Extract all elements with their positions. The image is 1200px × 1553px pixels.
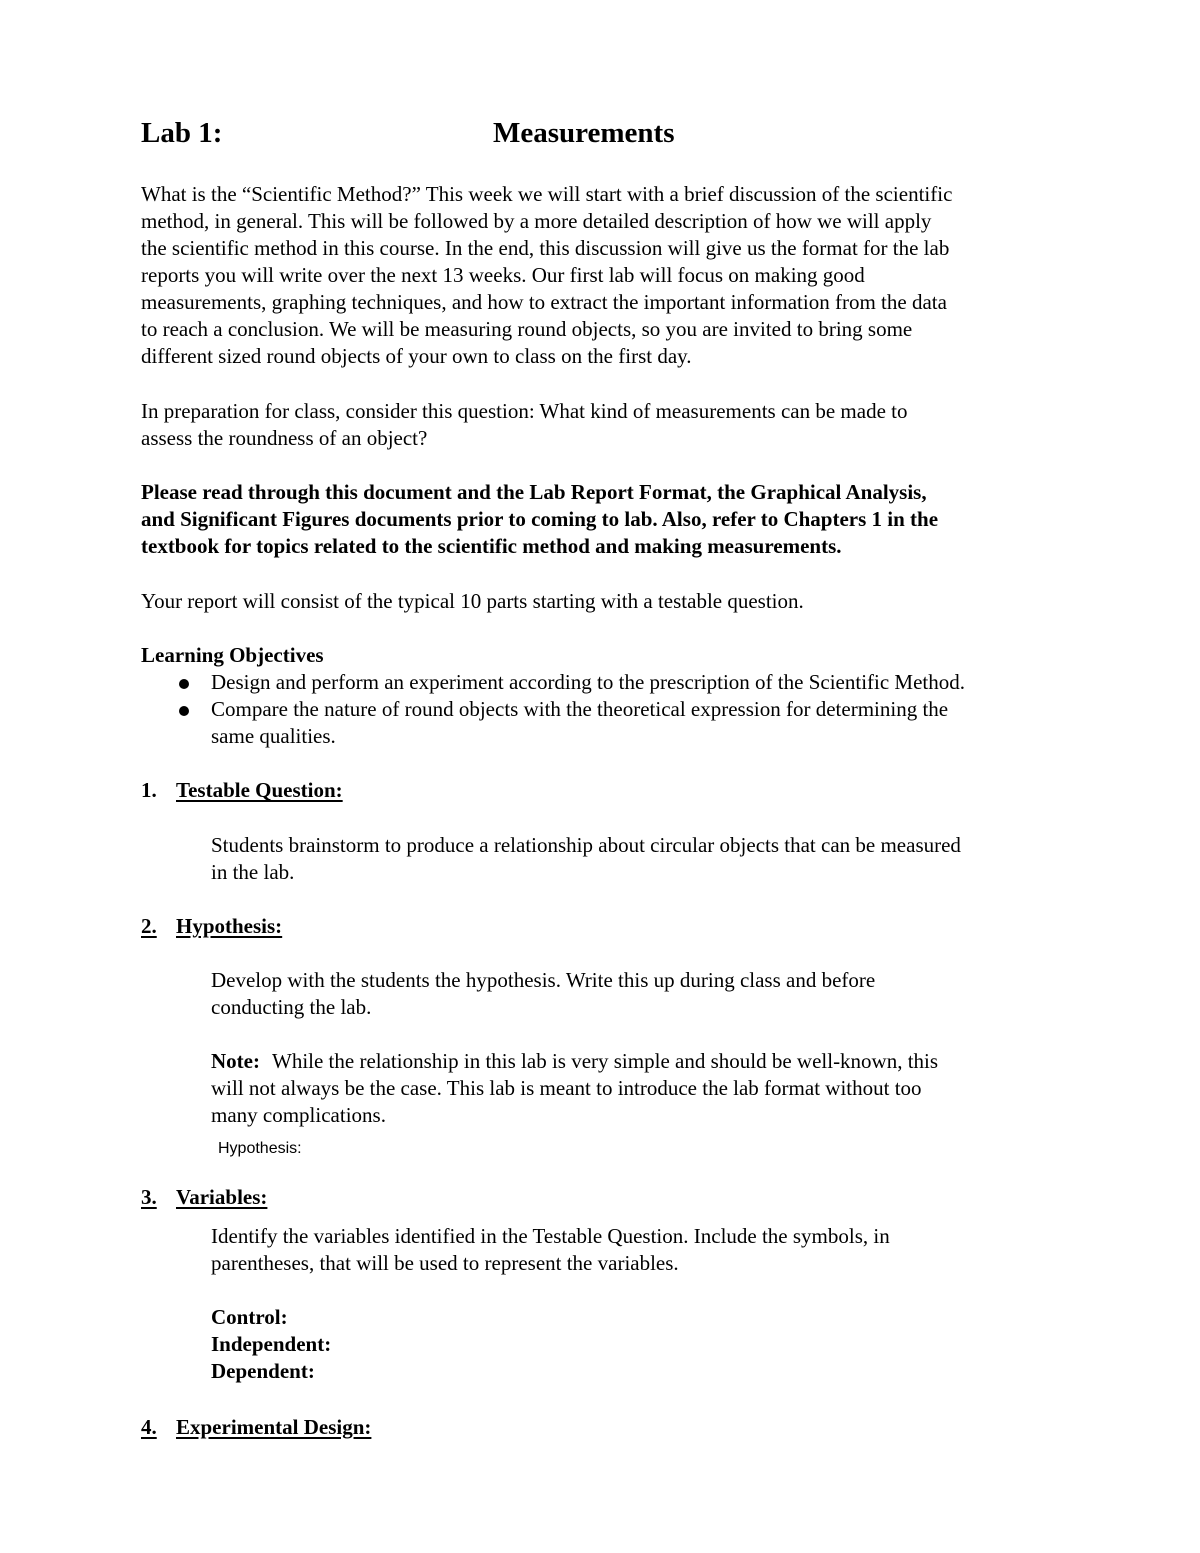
section-number: 3. (141, 1185, 157, 1209)
section-heading: Variables: (176, 1185, 268, 1209)
title-measurements: Measurements (493, 117, 675, 149)
preparation-line: In preparation for class, consider this question: What kind of measurements can be made to (141, 399, 908, 423)
note-line: will not always be the case. This lab is meant to introduce the lab format without too (211, 1076, 922, 1100)
section-heading: Hypothesis: (176, 914, 283, 938)
intro-line: measurements, graphing techniques, and how to extract the important information from the data (141, 290, 947, 314)
intro-line: What is the “Scientific Method?” This week we will start with a brief discussion of the scientific (141, 182, 953, 206)
section-heading: Experimental Design: (176, 1415, 372, 1439)
section-line: Identify the variables identified in the Testable Question. Include the symbols, in (211, 1224, 890, 1248)
notice-line: textbook for topics related to the scientific method and making measurements. (141, 534, 842, 558)
note-line: many complications. (211, 1103, 386, 1127)
section-line: conducting the lab. (211, 995, 372, 1019)
report-parts-text: Your report will consist of the typical 10 parts starting with a testable question. (141, 589, 804, 613)
section-line: in the lab. (211, 860, 295, 884)
control-label: Control: (211, 1305, 288, 1329)
section-heading: Testable Question: (176, 778, 343, 802)
dependent-label: Dependent: (211, 1359, 315, 1383)
independent-label: Independent: (211, 1332, 332, 1356)
section-number: 4. (141, 1415, 157, 1439)
intro-line: the scientific method in this course. In the end, this discussion will give us the format for the lab (141, 236, 950, 260)
objective-item: Design and perform an experiment according to the prescription of the Scientific Method. (211, 670, 966, 694)
section-line: Develop with the students the hypothesis. Write this up during class and before (211, 968, 876, 992)
intro-line: different sized round objects of your own to class on the first day. (141, 344, 692, 368)
objective-item-continuation: same qualities. (211, 724, 336, 748)
preparation-line: assess the roundness of an object? (141, 426, 428, 450)
objectives-heading: Learning Objectives (141, 643, 324, 667)
notice-line: and Significant Figures documents prior to coming to lab. Also, refer to Chapters 1 in the (141, 507, 939, 531)
intro-line: method, in general. This will be followed by a more detailed description of how we will apply (141, 209, 932, 233)
notice-line: Please read through this document and the Lab Report Format, the Graphical Analysis, (141, 480, 927, 504)
bullet-icon (179, 679, 189, 689)
note-line: While the relationship in this lab is very simple and should be well-known, this (272, 1049, 939, 1073)
section-number: 2. (141, 914, 157, 938)
bullet-icon (179, 706, 189, 716)
section-line: parentheses, that will be used to represent the variables. (211, 1251, 679, 1275)
title-lab-number: Lab 1: (141, 117, 223, 149)
section-line: Students brainstorm to produce a relationship about circular objects that can be measured (211, 833, 961, 857)
note-label: Note: (211, 1049, 260, 1073)
intro-line: to reach a conclusion. We will be measuring round objects, so you are invited to bring some (141, 317, 913, 341)
hypothesis-small-label: Hypothesis: (218, 1140, 302, 1157)
intro-line: reports you will write over the next 13 weeks. Our first lab will focus on making good (141, 263, 865, 287)
objective-item: Compare the nature of round objects with the theoretical expression for determining the (211, 697, 949, 721)
section-number: 1. (141, 778, 157, 802)
